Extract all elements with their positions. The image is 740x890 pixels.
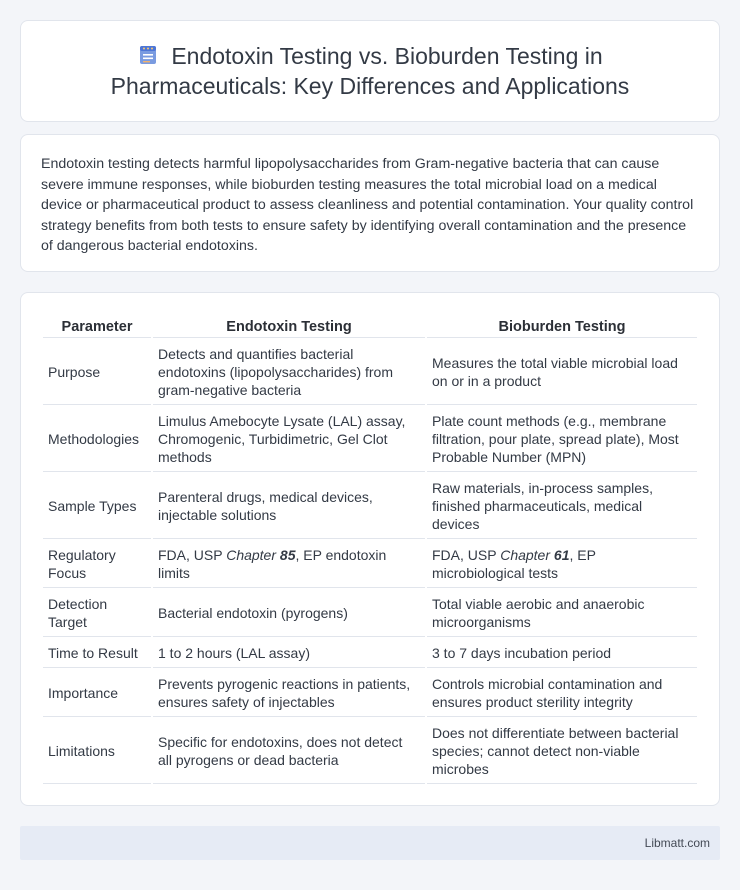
endo-chapter-number: 85 xyxy=(279,547,296,563)
row-bioburden: Does not differentiate between bacterial species; cannot detect non-viable microbes xyxy=(427,719,697,784)
row-bioburden xyxy=(427,541,697,588)
row-parameter: Methodologies xyxy=(43,407,151,472)
row-parameter: Detection Target xyxy=(43,590,151,637)
table-row xyxy=(43,639,697,668)
row-bioburden: Controls microbial contamination and ensures product sterility integrity xyxy=(427,670,697,717)
row-endotoxin: Limulus Amebocyte Lysate (LAL) assay, Chromogenic, Turbidimetric, Gel Clot methods xyxy=(153,407,425,472)
bio-reg-prefix: FDA, USP xyxy=(432,547,501,563)
row-parameter: Sample Types xyxy=(43,474,151,539)
row-bioburden: Plate count methods (e.g., membrane filtration, pour plate, spread plate), Most Probable Number (MPN) xyxy=(427,407,697,472)
endo-chapter xyxy=(226,547,295,563)
row-bioburden: 3 to 7 days incubation period xyxy=(427,639,697,668)
bio-chapter xyxy=(500,547,569,563)
page-title xyxy=(50,41,690,101)
table-row xyxy=(43,719,697,784)
endo-reg-suffix: , EP endotoxin limits xyxy=(158,547,387,581)
table-row xyxy=(43,670,697,717)
row-endotoxin: Bacterial endotoxin (pyrogens) xyxy=(153,590,425,637)
table-row xyxy=(43,340,697,405)
page-title-text: Endotoxin Testing vs. Bioburden Testing in Pharmaceuticals: Key Differences and Applications xyxy=(110,43,630,99)
table-row xyxy=(43,590,697,637)
intro-card xyxy=(20,134,720,272)
endo-chapter-word: Chapter xyxy=(226,547,277,563)
header-parameter: Parameter xyxy=(43,317,151,338)
row-endotoxin: Prevents pyrogenic reactions in patients, ensures safety of injectables xyxy=(153,670,425,717)
header-bioburden: Bioburden Testing xyxy=(427,317,697,338)
table-header-row xyxy=(43,317,697,338)
bio-chapter-word: Chapter xyxy=(500,547,551,563)
row-endotoxin: Parenteral drugs, medical devices, injectable solutions xyxy=(153,474,425,539)
table-row xyxy=(43,474,697,539)
document-icon xyxy=(137,43,159,65)
row-endotoxin xyxy=(153,541,425,588)
footer-brand[interactable]: Libmatt.com xyxy=(644,836,710,850)
intro-paragraph: Endotoxin testing detects harmful lipopolysaccharides from Gram-negative bacteria that can cause severe immune responses, while bioburden testing measures the total microbial load on a medical device or pharmaceutical product to assess cleanliness and potential contamination. Your quality control strategy benefits from both tests to ensure safety by identifying overall contamination and the presence of dangerous bacterial endotoxins. xyxy=(41,156,694,254)
bio-reg-suffix: , EP microbiological tests xyxy=(432,547,596,581)
row-parameter: Importance xyxy=(43,670,151,717)
title-card xyxy=(20,20,720,122)
footer-bar xyxy=(20,826,720,860)
comparison-table xyxy=(41,315,699,786)
row-parameter: Regulatory Focus xyxy=(43,541,151,588)
header-endotoxin: Endotoxin Testing xyxy=(153,317,425,338)
row-parameter: Time to Result xyxy=(43,639,151,668)
row-bioburden: Total viable aerobic and anaerobic microorganisms xyxy=(427,590,697,637)
row-bioburden: Raw materials, in-process samples, finished pharmaceuticals, medical devices xyxy=(427,474,697,539)
bio-chapter-number: 61 xyxy=(553,547,570,563)
row-parameter: Purpose xyxy=(43,340,151,405)
row-bioburden: Measures the total viable microbial load on or in a product xyxy=(427,340,697,405)
row-endotoxin: 1 to 2 hours (LAL assay) xyxy=(153,639,425,668)
comparison-card xyxy=(20,292,720,806)
table-row xyxy=(43,541,697,588)
row-endotoxin: Detects and quantifies bacterial endotoxins (lipopolysaccharides) from gram-negative bacteria xyxy=(153,340,425,405)
endo-reg-prefix: FDA, USP xyxy=(158,547,227,563)
row-endotoxin: Specific for endotoxins, does not detect all pyrogens or dead bacteria xyxy=(153,719,425,784)
table-row xyxy=(43,407,697,472)
row-parameter: Limitations xyxy=(43,719,151,784)
